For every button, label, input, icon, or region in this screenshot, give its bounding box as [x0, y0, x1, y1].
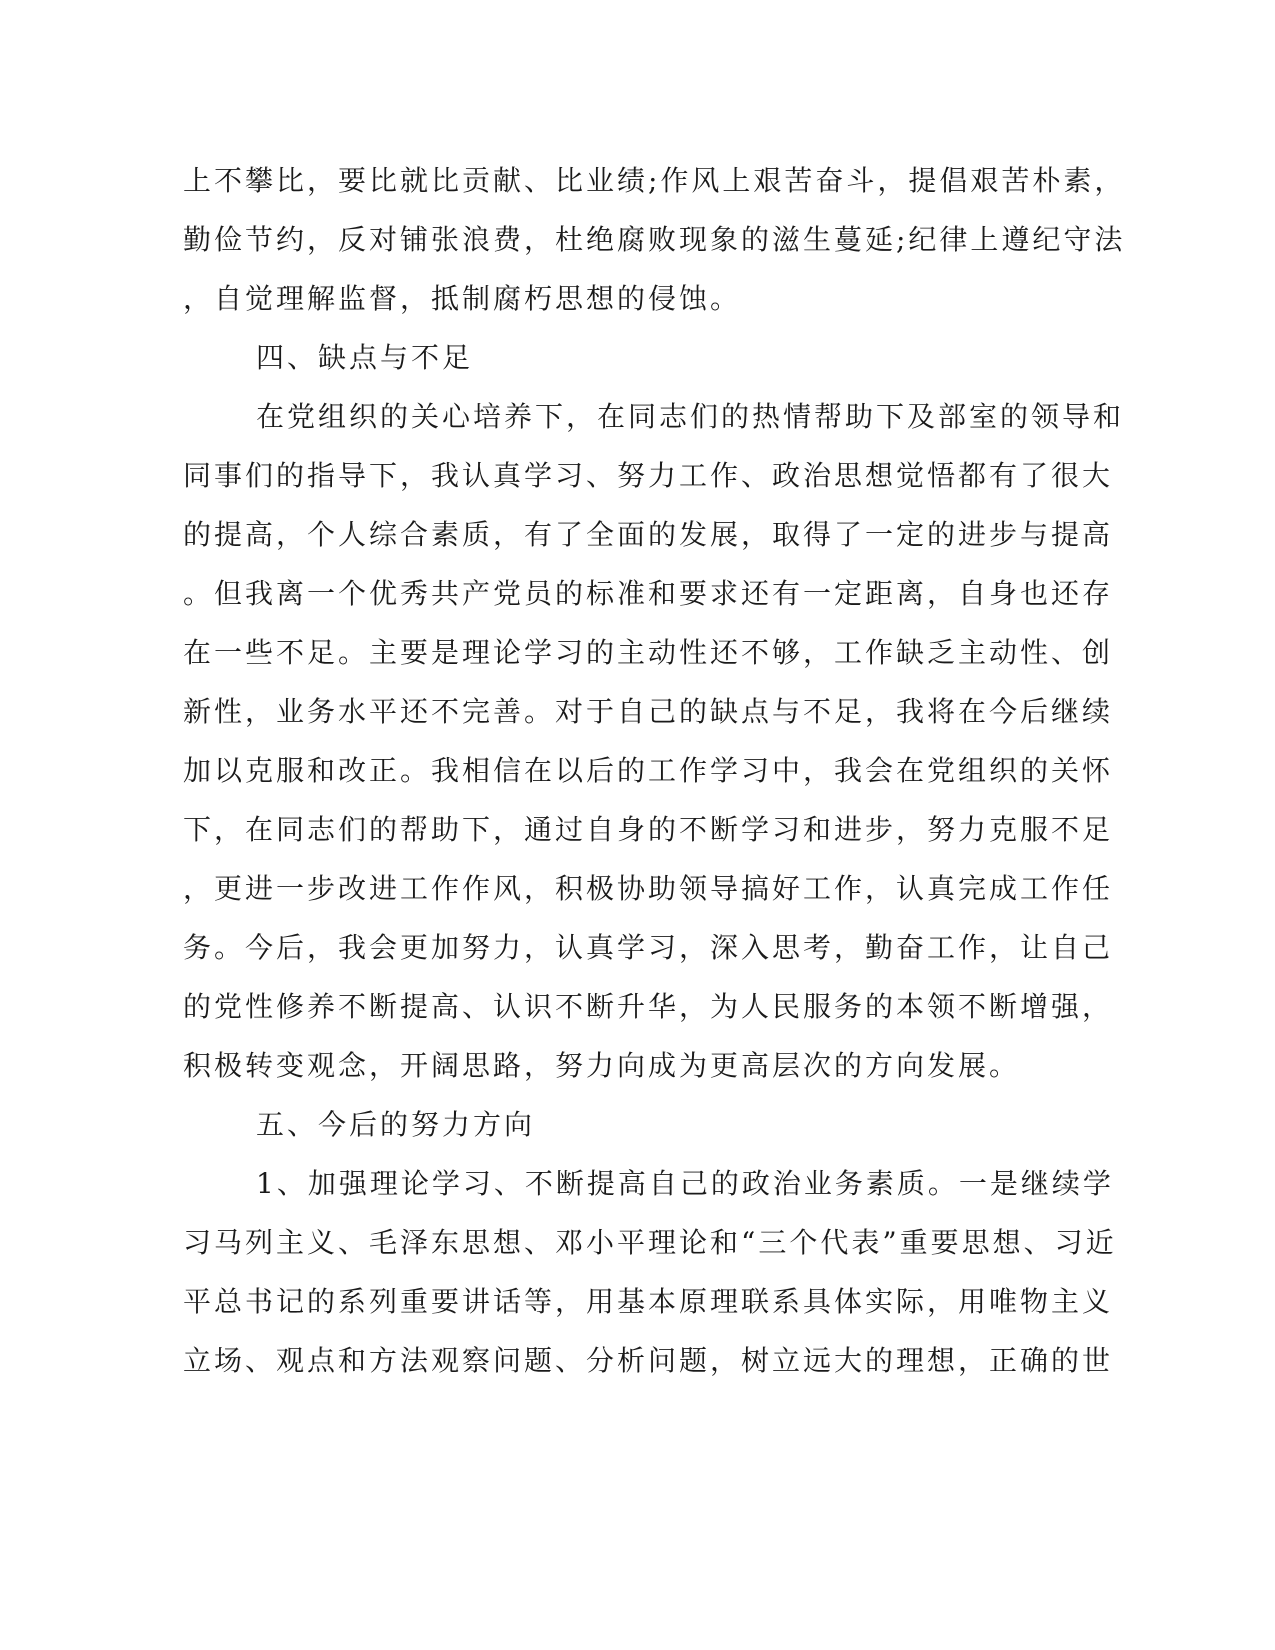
body-line: 新性，业务水平还不完善。对于自己的缺点与不足，我将在今后继续 [183, 695, 1114, 728]
paragraph-first-line: 1、加强理论学习、不断提高自己的政治业务素质。一是继续学 [256, 1167, 1114, 1200]
body-line: ，自觉理解监督，抵制腐朽思想的侵蚀。 [183, 282, 742, 315]
body-line: 在一些不足。主要是理论学习的主动性还不够，工作缺乏主动性、创 [183, 636, 1114, 669]
body-line: 积极转变观念，开阔思路，努力向成为更高层次的方向发展。 [183, 1049, 1021, 1082]
body-line: 同事们的指导下，我认真学习、努力工作、政治思想觉悟都有了很大 [183, 459, 1114, 492]
body-line: 务。今后，我会更加努力，认真学习，深入思考，勤奋工作，让自己 [183, 931, 1114, 964]
paragraph-first-line: 在党组织的关心培养下，在同志们的热情帮助下及部室的领导和 [256, 400, 1125, 433]
body-line: 平总书记的系列重要讲话等，用基本原理联系具体实际，用唯物主义 [183, 1285, 1114, 1318]
body-line: 加以克服和改正。我相信在以后的工作学习中，我会在党组织的关怀 [183, 754, 1114, 787]
section-heading: 五、今后的努力方向 [256, 1108, 536, 1141]
section-heading: 四、缺点与不足 [256, 341, 474, 374]
body-line: ，更进一步改进工作作风，积极协助领导搞好工作，认真完成工作任 [183, 872, 1114, 905]
body-line: 的提高，个人综合素质，有了全面的发展，取得了一定的进步与提高 [183, 518, 1114, 551]
body-line: 。但我离一个优秀共产党员的标准和要求还有一定距离，自身也还存 [183, 577, 1114, 610]
body-line: 勤俭节约，反对铺张浪费，杜绝腐败现象的滋生蔓延;纪律上遵纪守法 [183, 223, 1126, 256]
body-line: 习马列主义、毛泽东思想、邓小平理论和“三个代表”重要思想、习近 [183, 1226, 1117, 1259]
body-line: 下，在同志们的帮助下，通过自身的不断学习和进步，努力克服不足 [183, 813, 1114, 846]
body-line: 的党性修养不断提高、认识不断升华，为人民服务的本领不断增强， [183, 990, 1114, 1023]
body-line: 上不攀比，要比就比贡献、比业绩;作风上艰苦奋斗，提倡艰苦朴素， [183, 164, 1126, 197]
body-line: 立场、观点和方法观察问题、分析问题，树立远大的理想，正确的世 [183, 1344, 1114, 1377]
